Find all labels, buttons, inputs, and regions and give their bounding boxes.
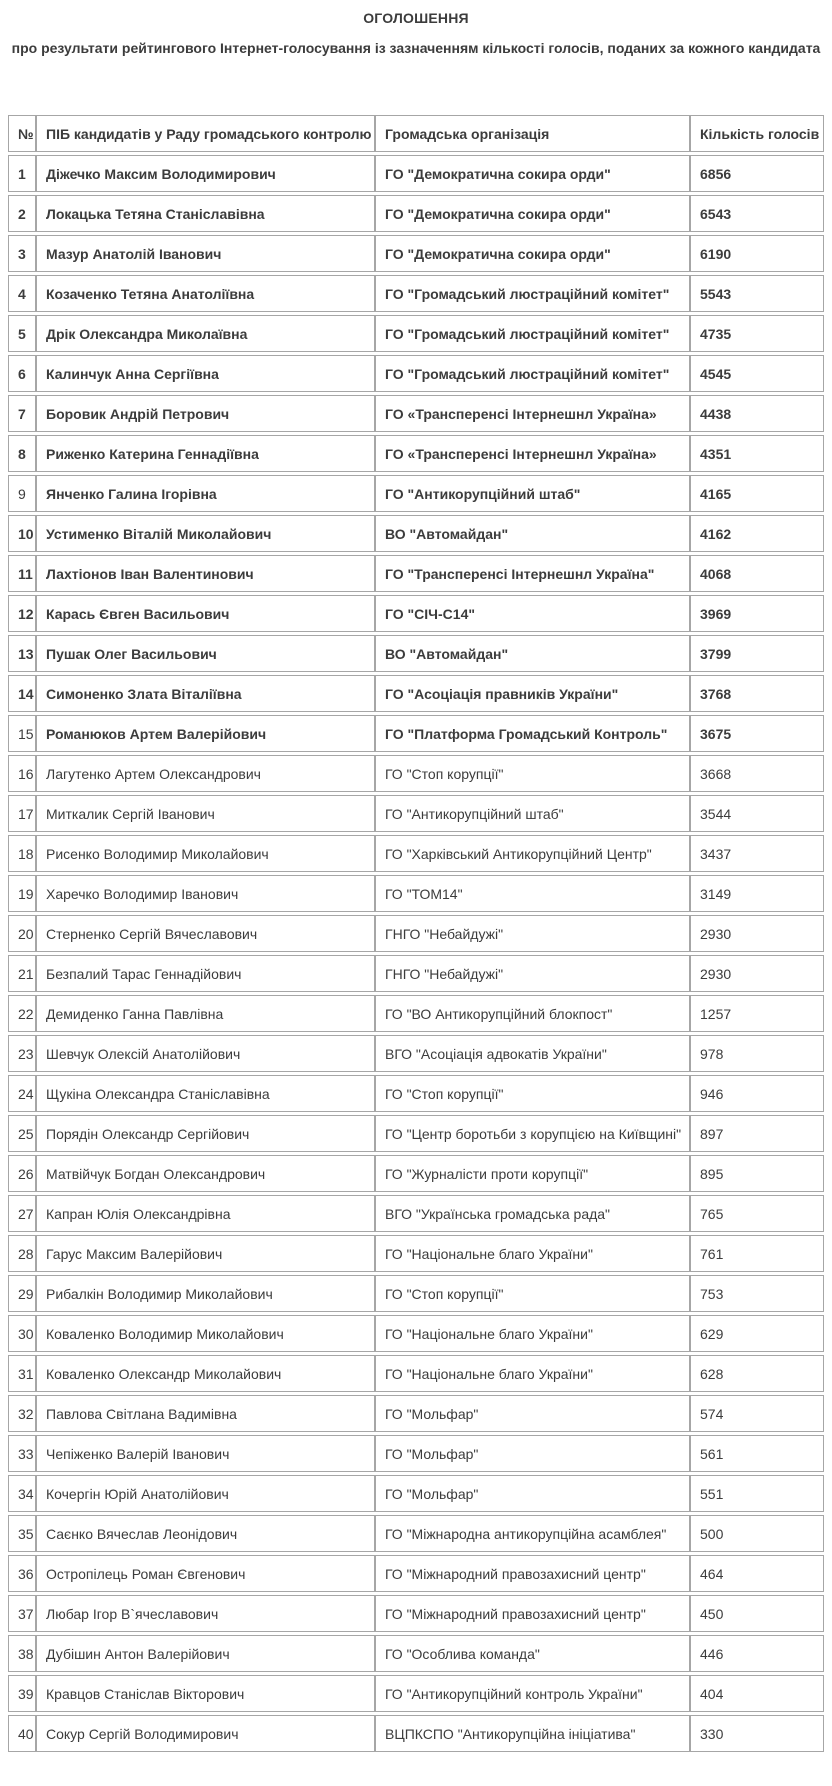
row-number-cell: 13 <box>8 635 36 672</box>
candidate-name-cell: Миткалик Сергій Іванович <box>36 795 375 832</box>
table-row <box>8 1635 824 1672</box>
organization-cell: ГО "Асоціація правників України" <box>375 675 690 712</box>
organization-cell: ГО "Міжнародний правозахисний центр" <box>375 1555 690 1592</box>
candidate-name-cell: Дубішин Антон Валерійович <box>36 1635 375 1672</box>
table-row <box>8 755 824 792</box>
candidate-name-cell: Романюков Артем Валерійович <box>36 715 375 752</box>
row-number-cell: 31 <box>8 1355 36 1392</box>
organization-cell: ГО "Особлива команда" <box>375 1635 690 1672</box>
organization-cell: ГО "Харківський Антикорупційний Центр" <box>375 835 690 872</box>
candidate-name-cell: Калинчук Анна Сергіївна <box>36 355 375 392</box>
table-row <box>8 1595 824 1632</box>
candidate-name-cell: Стерненко Сергій Вячеславович <box>36 915 375 952</box>
vote-count-cell: 3768 <box>690 675 824 712</box>
header-row <box>8 115 824 152</box>
organization-cell: ГО "Антикорупційний штаб" <box>375 795 690 832</box>
organization-cell: ГО "Демократична сокира орди" <box>375 195 690 232</box>
organization-cell: ВГО "Українська громадська рада" <box>375 1195 690 1232</box>
vote-count-cell: 561 <box>690 1435 824 1472</box>
row-number-cell: 14 <box>8 675 36 712</box>
row-number-cell: 23 <box>8 1035 36 1072</box>
header-cell-votes: Кількість голосів <box>690 115 824 152</box>
table-row <box>8 955 824 992</box>
organization-cell: ГО "Платформа Громадський Контроль" <box>375 715 690 752</box>
vote-count-cell: 765 <box>690 1195 824 1232</box>
candidate-name-cell: Павлова Світлана Вадимівна <box>36 1395 375 1432</box>
candidate-name-cell: Дрік Олександра Миколаївна <box>36 315 375 352</box>
vote-count-cell: 6856 <box>690 155 824 192</box>
candidate-name-cell: Козаченко Тетяна Анатоліївна <box>36 275 375 312</box>
organization-cell: ГО "Демократична сокира орди" <box>375 155 690 192</box>
table-row <box>8 315 824 352</box>
candidate-name-cell: Устименко Віталій Миколайович <box>36 515 375 552</box>
row-number-cell: 3 <box>8 235 36 272</box>
candidate-name-cell: Сокур Сергій Володимирович <box>36 1715 375 1752</box>
table-row <box>8 1115 824 1152</box>
table-row <box>8 1155 824 1192</box>
candidate-name-cell: Боровик Андрій Петрович <box>36 395 375 432</box>
table-row <box>8 1275 824 1312</box>
row-number-cell: 22 <box>8 995 36 1032</box>
organization-cell: ГО «Трансперенсі Інтернешнл Україна» <box>375 435 690 472</box>
header-cell-candidate: ПІБ кандидатів у Раду громадського контролю <box>36 115 375 152</box>
organization-cell: ГО "Мольфар" <box>375 1395 690 1432</box>
vote-count-cell: 946 <box>690 1075 824 1112</box>
row-number-cell: 7 <box>8 395 36 432</box>
organization-cell: ГО "Громадський люстраційний комітет" <box>375 355 690 392</box>
vote-count-cell: 629 <box>690 1315 824 1352</box>
candidate-name-cell: Любар Ігор В`ячеславович <box>36 1595 375 1632</box>
candidate-name-cell: Локацька Тетяна Станіславівна <box>36 195 375 232</box>
vote-count-cell: 761 <box>690 1235 824 1272</box>
table-row <box>8 1475 824 1512</box>
table-row <box>8 1235 824 1272</box>
candidate-name-cell: Діжечко Максим Володимирович <box>36 155 375 192</box>
row-number-cell: 20 <box>8 915 36 952</box>
table-row <box>8 235 824 272</box>
row-number-cell: 5 <box>8 315 36 352</box>
organization-cell: ГО "Національне благо України" <box>375 1315 690 1352</box>
table-row <box>8 395 824 432</box>
row-number-cell: 33 <box>8 1435 36 1472</box>
organization-cell: ГО "Центр боротьби з корупцією на Київщині" <box>375 1115 690 1152</box>
vote-count-cell: 895 <box>690 1155 824 1192</box>
table-row <box>8 1315 824 1352</box>
candidate-name-cell: Чепіженко Валерій Іванович <box>36 1435 375 1472</box>
row-number-cell: 19 <box>8 875 36 912</box>
vote-count-cell: 2930 <box>690 955 824 992</box>
candidate-name-cell: Рисенко Володимир Миколайович <box>36 835 375 872</box>
candidate-name-cell: Харечко Володимир Іванович <box>36 875 375 912</box>
candidate-name-cell: Пушак Олег Васильович <box>36 635 375 672</box>
results-table-header <box>8 115 824 152</box>
row-number-cell: 16 <box>8 755 36 792</box>
table-row <box>8 1075 824 1112</box>
row-number-cell: 30 <box>8 1315 36 1352</box>
table-row <box>8 515 824 552</box>
organization-cell: ВО "Автомайдан" <box>375 635 690 672</box>
candidate-name-cell: Лахтіонов Іван Валентинович <box>36 555 375 592</box>
organization-cell: ГО "СІЧ-С14" <box>375 595 690 632</box>
row-number-cell: 24 <box>8 1075 36 1112</box>
candidate-name-cell: Гарус Максим Валерійович <box>36 1235 375 1272</box>
table-row <box>8 835 824 872</box>
organization-cell: ГО "Антикорупційний контроль України" <box>375 1675 690 1712</box>
results-table <box>8 112 824 1755</box>
vote-count-cell: 464 <box>690 1555 824 1592</box>
vote-count-cell: 2930 <box>690 915 824 952</box>
candidate-name-cell: Рибалкін Володимир Миколайович <box>36 1275 375 1312</box>
table-row <box>8 915 824 952</box>
table-row <box>8 1555 824 1592</box>
vote-count-cell: 5543 <box>690 275 824 312</box>
organization-cell: ГО "Стоп корупції" <box>375 1275 690 1312</box>
organization-cell: ГО "Трансперенсі Інтернешнл Україна" <box>375 555 690 592</box>
table-row <box>8 1395 824 1432</box>
row-number-cell: 39 <box>8 1675 36 1712</box>
vote-count-cell: 4165 <box>690 475 824 512</box>
vote-count-cell: 6190 <box>690 235 824 272</box>
table-row <box>8 995 824 1032</box>
row-number-cell: 29 <box>8 1275 36 1312</box>
row-number-cell: 27 <box>8 1195 36 1232</box>
vote-count-cell: 330 <box>690 1715 824 1752</box>
table-row <box>8 555 824 592</box>
row-number-cell: 8 <box>8 435 36 472</box>
candidate-name-cell: Шевчук Олексій Анатолійович <box>36 1035 375 1072</box>
candidate-name-cell: Матвійчук Богдан Олександрович <box>36 1155 375 1192</box>
vote-count-cell: 3668 <box>690 755 824 792</box>
table-row <box>8 355 824 392</box>
vote-count-cell: 450 <box>690 1595 824 1632</box>
organization-cell: ГО "Стоп корупції" <box>375 755 690 792</box>
organization-cell: ВО "Автомайдан" <box>375 515 690 552</box>
organization-cell: ГО "Мольфар" <box>375 1475 690 1512</box>
table-row <box>8 875 824 912</box>
organization-cell: ГО "Міжнародний правозахисний центр" <box>375 1595 690 1632</box>
vote-count-cell: 551 <box>690 1475 824 1512</box>
organization-cell: ГО «Трансперенсі Інтернешнл Україна» <box>375 395 690 432</box>
row-number-cell: 28 <box>8 1235 36 1272</box>
vote-count-cell: 3675 <box>690 715 824 752</box>
organization-cell: ГНГО "Небайдужі" <box>375 915 690 952</box>
candidate-name-cell: Саєнко Вячеслав Леонідович <box>36 1515 375 1552</box>
candidate-name-cell: Лагутенко Артем Олександрович <box>36 755 375 792</box>
organization-cell: ВЦПКСПО "Антикорупційна ініціатива" <box>375 1715 690 1752</box>
row-number-cell: 35 <box>8 1515 36 1552</box>
vote-count-cell: 404 <box>690 1675 824 1712</box>
candidate-name-cell: Остропілець Роман Євгенович <box>36 1555 375 1592</box>
table-row <box>8 1435 824 1472</box>
organization-cell: ГО "Журналісти проти корупції" <box>375 1155 690 1192</box>
row-number-cell: 38 <box>8 1635 36 1672</box>
row-number-cell: 26 <box>8 1155 36 1192</box>
candidate-name-cell: Мазур Анатолій Іванович <box>36 235 375 272</box>
vote-count-cell: 4438 <box>690 395 824 432</box>
table-row <box>8 595 824 632</box>
organization-cell: ГО "Стоп корупції" <box>375 1075 690 1112</box>
table-row <box>8 155 824 192</box>
organization-cell: ГО "Національне благо України" <box>375 1355 690 1392</box>
organization-cell: ГО "ВО Антикорупційний блокпост" <box>375 995 690 1032</box>
candidate-name-cell: Щукіна Олександра Станіславівна <box>36 1075 375 1112</box>
candidate-name-cell: Демиденко Ганна Павлівна <box>36 995 375 1032</box>
header-cell-organization: Громадська організація <box>375 115 690 152</box>
table-row <box>8 715 824 752</box>
table-row <box>8 1515 824 1552</box>
vote-count-cell: 978 <box>690 1035 824 1072</box>
vote-count-cell: 500 <box>690 1515 824 1552</box>
row-number-cell: 40 <box>8 1715 36 1752</box>
candidate-name-cell: Кравцов Станіслав Вікторович <box>36 1675 375 1712</box>
row-number-cell: 36 <box>8 1555 36 1592</box>
table-row <box>8 635 824 672</box>
vote-count-cell: 6543 <box>690 195 824 232</box>
candidate-name-cell: Порядін Олександр Сергійович <box>36 1115 375 1152</box>
organization-cell: ВГО "Асоціація адвокатів України" <box>375 1035 690 1072</box>
table-row <box>8 795 824 832</box>
candidate-name-cell: Янченко Галина Ігорівна <box>36 475 375 512</box>
organization-cell: ГО "Громадський люстраційний комітет" <box>375 275 690 312</box>
vote-count-cell: 4068 <box>690 555 824 592</box>
vote-count-cell: 628 <box>690 1355 824 1392</box>
vote-count-cell: 3544 <box>690 795 824 832</box>
vote-count-cell: 3969 <box>690 595 824 632</box>
row-number-cell: 21 <box>8 955 36 992</box>
table-row <box>8 195 824 232</box>
row-number-cell: 6 <box>8 355 36 392</box>
vote-count-cell: 4351 <box>690 435 824 472</box>
candidate-name-cell: Кочергін Юрій Анатолійович <box>36 1475 375 1512</box>
table-row <box>8 1195 824 1232</box>
row-number-cell: 34 <box>8 1475 36 1512</box>
table-row <box>8 675 824 712</box>
vote-count-cell: 3149 <box>690 875 824 912</box>
candidate-name-cell: Карась Євген Васильович <box>36 595 375 632</box>
row-number-cell: 15 <box>8 715 36 752</box>
vote-count-cell: 574 <box>690 1395 824 1432</box>
organization-cell: ГО "Демократична сокира орди" <box>375 235 690 272</box>
candidate-name-cell: Симоненко Злата Віталіївна <box>36 675 375 712</box>
page-title: ОГОЛОШЕННЯ <box>363 10 469 26</box>
vote-count-cell: 3799 <box>690 635 824 672</box>
row-number-cell: 18 <box>8 835 36 872</box>
table-row <box>8 1715 824 1752</box>
vote-count-cell: 1257 <box>690 995 824 1032</box>
candidate-name-cell: Коваленко Володимир Миколайович <box>36 1315 375 1352</box>
row-number-cell: 37 <box>8 1595 36 1632</box>
vote-count-cell: 4545 <box>690 355 824 392</box>
header-cell-number: № <box>8 115 36 152</box>
row-number-cell: 25 <box>8 1115 36 1152</box>
organization-cell: ГНГО "Небайдужі" <box>375 955 690 992</box>
vote-count-cell: 4162 <box>690 515 824 552</box>
row-number-cell: 32 <box>8 1395 36 1432</box>
row-number-cell: 4 <box>8 275 36 312</box>
table-row <box>8 1035 824 1072</box>
row-number-cell: 2 <box>8 195 36 232</box>
page-subtitle: про результати рейтингового Інтернет-голосування із зазначенням кількості голосів, поданих за кожного кандидата <box>11 40 821 56</box>
organization-cell: ГО "Національне благо України" <box>375 1235 690 1272</box>
organization-cell: ГО "Мольфар" <box>375 1435 690 1472</box>
vote-count-cell: 897 <box>690 1115 824 1152</box>
table-row <box>8 1675 824 1712</box>
table-row <box>8 475 824 512</box>
row-number-cell: 10 <box>8 515 36 552</box>
candidate-name-cell: Капран Юлія Олександрівна <box>36 1195 375 1232</box>
row-number-cell: 17 <box>8 795 36 832</box>
organization-cell: ГО "Міжнародна антикорупційна асамблея" <box>375 1515 690 1552</box>
vote-count-cell: 3437 <box>690 835 824 872</box>
vote-count-cell: 4735 <box>690 315 824 352</box>
candidate-name-cell: Коваленко Олександр Миколайович <box>36 1355 375 1392</box>
organization-cell: ГО "Антикорупційний штаб" <box>375 475 690 512</box>
vote-count-cell: 446 <box>690 1635 824 1672</box>
organization-cell: ГО "ТОМ14" <box>375 875 690 912</box>
results-table-body <box>8 155 824 1752</box>
vote-count-cell: 753 <box>690 1275 824 1312</box>
row-number-cell: 12 <box>8 595 36 632</box>
row-number-cell: 1 <box>8 155 36 192</box>
row-number-cell: 9 <box>8 475 36 512</box>
table-row <box>8 275 824 312</box>
row-number-cell: 11 <box>8 555 36 592</box>
candidate-name-cell: Безпалий Тарас Геннадійович <box>36 955 375 992</box>
organization-cell: ГО "Громадський люстраційний комітет" <box>375 315 690 352</box>
table-row <box>8 1355 824 1392</box>
candidate-name-cell: Риженко Катерина Геннадіївна <box>36 435 375 472</box>
table-row <box>8 435 824 472</box>
